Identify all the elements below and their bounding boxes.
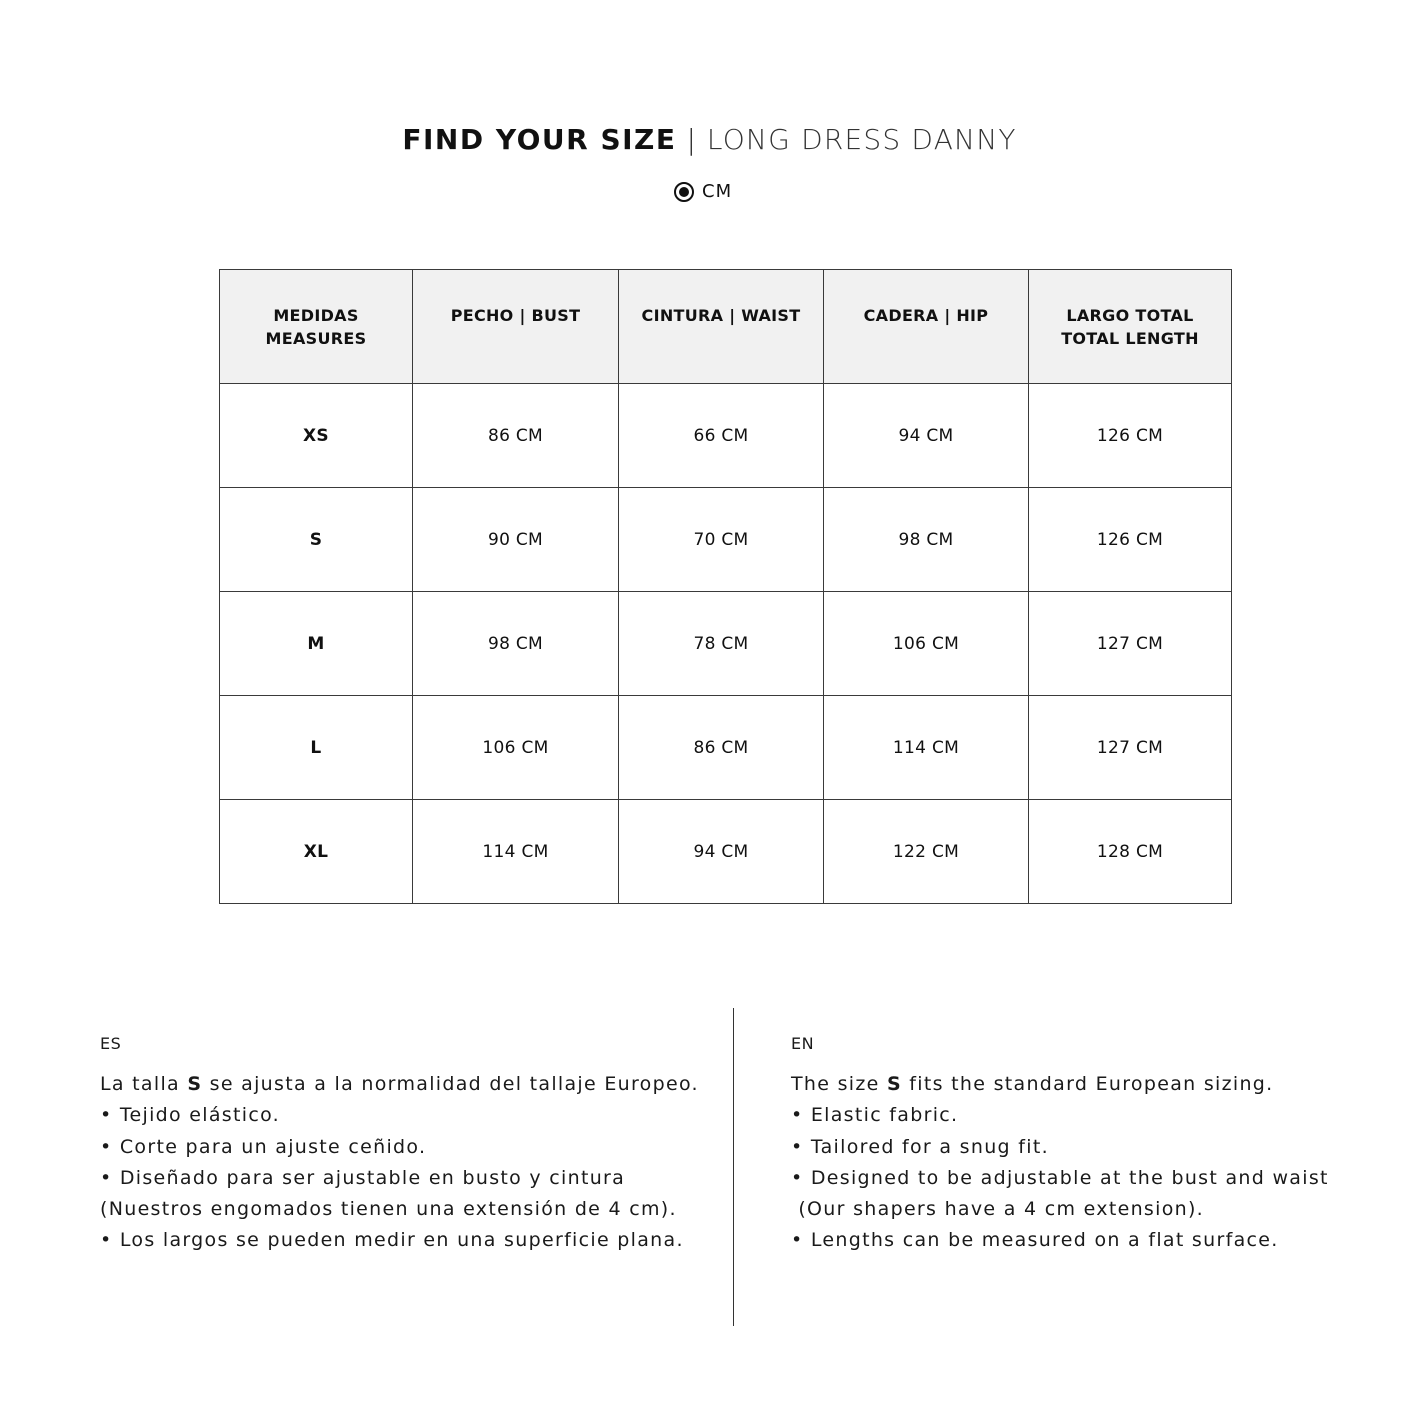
column-divider	[733, 1008, 734, 1326]
product-name: LONG DRESS DANNY	[706, 123, 1017, 156]
header-bust: PECHO | BUST	[413, 270, 619, 384]
unit-selector[interactable]	[674, 181, 732, 202]
header-waist: CINTURA | WAIST	[619, 270, 824, 384]
waist-cell: 86 CM	[619, 696, 824, 800]
bullet-line: • Elastic fabric.	[791, 1104, 959, 1127]
description-en	[791, 1034, 1329, 1257]
bullet-line: • Tailored for a snug fit.	[791, 1135, 1049, 1158]
intro-text-en: The size S fits the standard European sizing.	[791, 1073, 1274, 1095]
bust-cell: 114 CM	[413, 800, 619, 904]
length-cell: 126 CM	[1029, 384, 1232, 488]
hip-cell: 94 CM	[824, 384, 1029, 488]
description-es	[100, 1034, 699, 1257]
bullet-line: • Corte para un ajuste ceñido.	[100, 1135, 427, 1158]
size-table	[219, 269, 1232, 904]
bust-cell: 90 CM	[413, 488, 619, 592]
size-cell: XS	[220, 384, 413, 488]
title-primary: FIND YOUR SIZE	[402, 123, 677, 156]
bust-cell: 86 CM	[413, 384, 619, 488]
radio-dot	[679, 187, 689, 197]
length-cell: 128 CM	[1029, 800, 1232, 904]
size-highlight: S	[886, 1073, 902, 1095]
page-title	[0, 120, 1419, 160]
bullet-line: • Designed to be adjustable at the bust and waist	[791, 1166, 1329, 1189]
hip-cell: 114 CM	[824, 696, 1029, 800]
header-measures: MEDIDAS MEASURES	[220, 270, 413, 384]
lang-label-es: ES	[100, 1034, 122, 1053]
bullet-line: (Nuestros engomados tienen una extensión de 4 cm).	[100, 1198, 677, 1221]
size-highlight: S	[187, 1073, 203, 1095]
bullet-line: • Tejido elástico.	[100, 1104, 281, 1127]
table-row	[220, 696, 1232, 800]
waist-cell: 70 CM	[619, 488, 824, 592]
waist-cell: 78 CM	[619, 592, 824, 696]
bullet-line: • Lengths can be measured on a flat surface.	[791, 1229, 1279, 1252]
bust-cell: 98 CM	[413, 592, 619, 696]
header-total-length: LARGO TOTAL TOTAL LENGTH	[1029, 270, 1232, 384]
table-row	[220, 800, 1232, 904]
size-cell: S	[220, 488, 413, 592]
bullet-line: (Our shapers have a 4 cm extension).	[791, 1198, 1205, 1221]
waist-cell: 94 CM	[619, 800, 824, 904]
hip-cell: 98 CM	[824, 488, 1029, 592]
hip-cell: 106 CM	[824, 592, 1029, 696]
waist-cell: 66 CM	[619, 384, 824, 488]
table-row	[220, 384, 1232, 488]
table-row	[220, 488, 1232, 592]
length-cell: 127 CM	[1029, 696, 1232, 800]
table-header-row	[220, 270, 1232, 384]
size-cell: M	[220, 592, 413, 696]
title-separator: |	[686, 123, 697, 156]
lang-label-en: EN	[791, 1034, 815, 1053]
bullet-line: • Los largos se pueden medir en una superficie plana.	[100, 1229, 684, 1252]
size-cell: L	[220, 696, 413, 800]
bust-cell: 106 CM	[413, 696, 619, 800]
bullet-line: • Diseñado para ser ajustable en busto y cintura	[100, 1166, 626, 1189]
table-row	[220, 592, 1232, 696]
length-cell: 127 CM	[1029, 592, 1232, 696]
unit-label: CM	[702, 181, 733, 202]
radio-selected-icon[interactable]	[674, 182, 694, 202]
intro-text-es: La talla S se ajusta a la normalidad del tallaje Europeo.	[100, 1073, 699, 1095]
length-cell: 126 CM	[1029, 488, 1232, 592]
hip-cell: 122 CM	[824, 800, 1029, 904]
header-hip: CADERA | HIP	[824, 270, 1029, 384]
size-cell: XL	[220, 800, 413, 904]
